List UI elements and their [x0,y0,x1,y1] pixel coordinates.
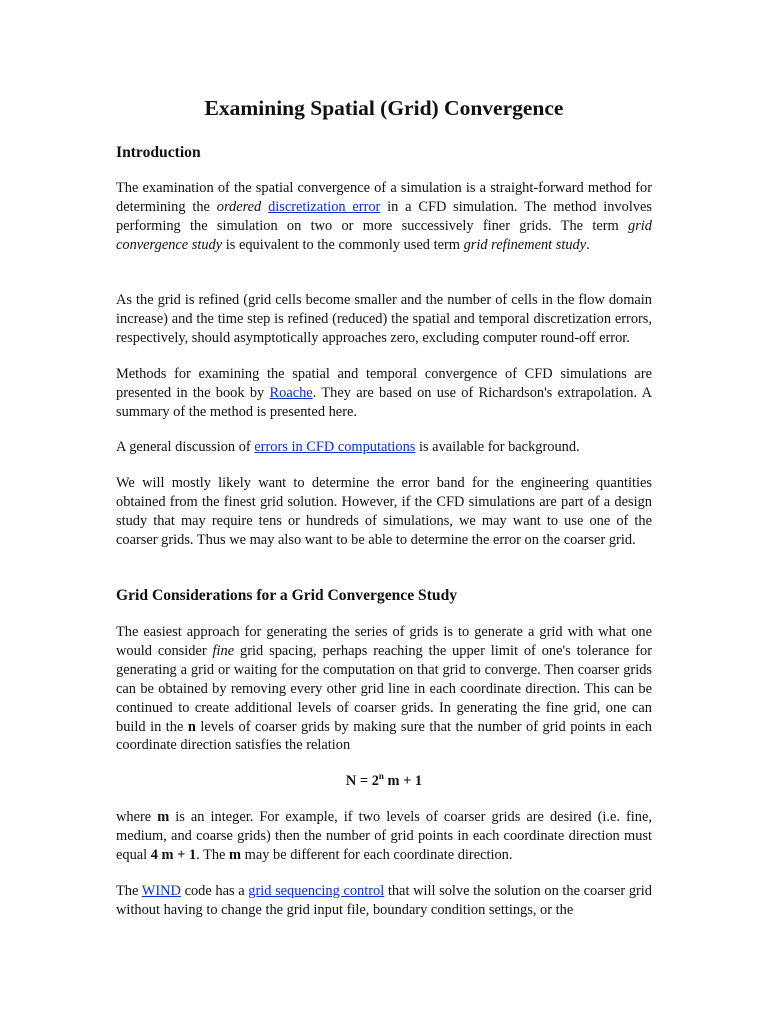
wind-link[interactable]: WIND [141,883,181,899]
intro-paragraph-3: Methods for examining the spatial and temporal convergence of CFD simulations are presented in the book by Roache. They are based on use of Richardson's extrapolation. A summary of the method is presented here. [116,366,652,420]
intro-paragraph-5: We will mostly likely want to determine the error band for the engineering quantities obtained from the finest grid solution. However, if the CFD simulations are part of a design study that may require tens or hundreds of simulations, we may want to use one of the coarser grids. Thus we may also want to be able to determine the error on the coarser grid. [116,475,652,548]
intro-paragraph-1: The examination of the spatial convergence of a simulation is a straight-forward method for determining the ordered discretization error in a CFD simulation. The method involves performing the simulation on two or more successively finer grids. The term grid convergence study is equivalent to the commonly used term grid refinement study. [116,180,652,253]
grid-paragraph-3: The WIND code has a grid sequencing control that will solve the solution on the coarser grid without having to change the grid input file, boundary condition settings, or the [116,883,652,918]
section-heading-introduction: Introduction [116,144,201,161]
grid-sequencing-control-link[interactable]: grid sequencing control [248,883,385,899]
grid-paragraph-2: where m is an integer. For example, if two levels of coarser grids are desired (i.e. fine, medium, and coarse grids) then the number of grid points in each coordinate direction must equal 4 m + 1. The m may be different for each coordinate direction. [116,809,652,863]
intro-paragraph-2: As the grid is refined (grid cells become smaller and the number of cells in the flow domain increase) and the time step is refined (reduced) the spatial and temporal discretization errors, respectively, should asymptotically approaches zero, excluding computer round-off error. [116,292,652,346]
page-title: Examining Spatial (Grid) Convergence [204,96,564,120]
section-heading-grid-considerations: Grid Considerations for a Grid Convergence Study [116,587,458,604]
roache-link[interactable]: Roache [269,384,313,401]
errors-in-cfd-link[interactable]: errors in CFD computations [254,439,416,455]
grid-paragraph-1: The easiest approach for generating the series of grids is to generate a grid with what one would consider fine grid spacing, perhaps reaching the upper limit of one's tolerance for generating a grid or waiting for the computation on that grid to converge. Then coarser grids can be obtained by removing every other grid line in each coordinate direction. This can be continued to create additional levels of coarser grids. In generating the fine grid, one can build in the n levels of coarser grids by making sure that the number of grid points in each coordinate direction satisfies the relation [116,624,652,754]
discretization-error-link[interactable]: discretization error [268,198,381,215]
grid-relation-equation: $N = 2^n$ m + 1 [345,771,423,789]
intro-paragraph-4: A general discussion of errors in CFD computations is available for background. [116,439,580,455]
